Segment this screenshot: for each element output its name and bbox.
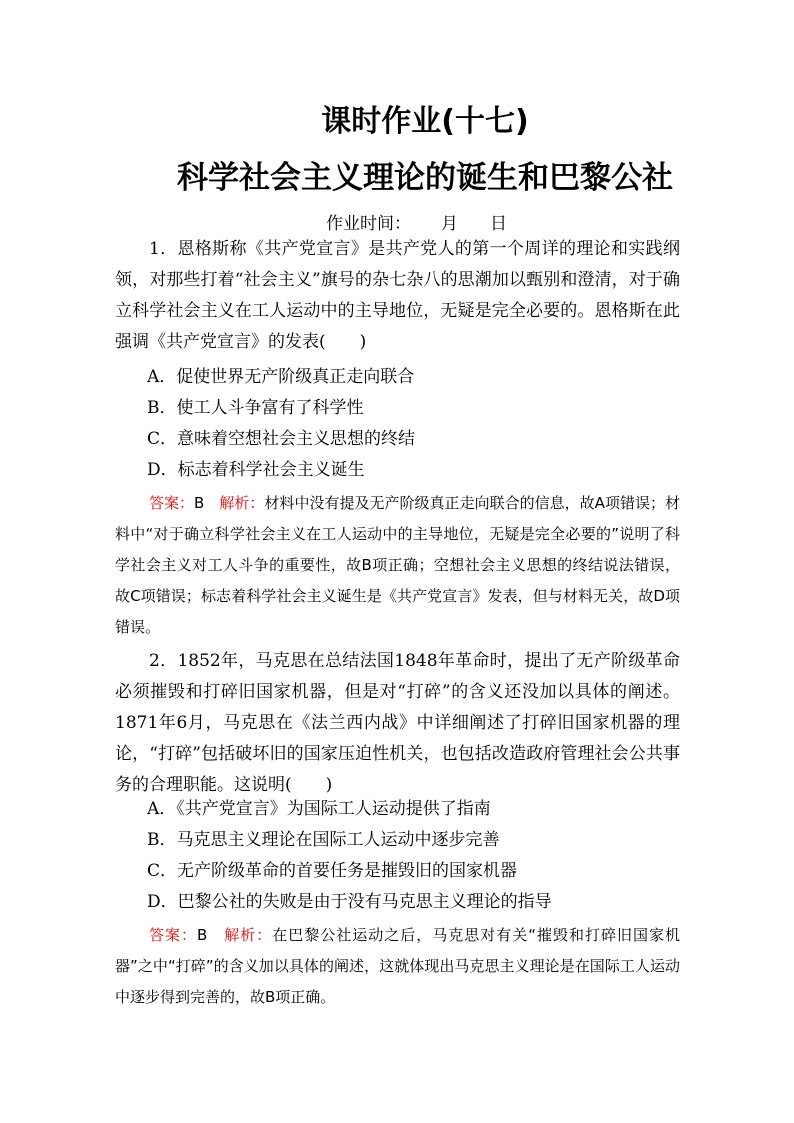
page-title: 课时作业(十七): [321, 104, 529, 139]
question-2-option-d: D．巴黎公社的失败是由于没有马克思主义理论的指导: [147, 892, 552, 912]
page-subtitle: 科学社会主义理论的诞生和巴黎公社: [177, 160, 673, 196]
question-2-stem: 2．1852年，马克思在总结法国1848年革命时，提出了无产阶级革命必须摧毁和打碎旧国家机器，但是对“打碎”的含义还没加以具体的阐述。1871年6月，马克思在《法兰西内战》中详细阐述了打碎旧国家机器的理论，“打碎”包括破坏旧的国家压迫性机关，也包括改造政府管理社会公共事务的合理职能。这说明( ): [115, 651, 680, 795]
analysis-label: 解析：: [219, 494, 265, 512]
question-2-option-a: A．《共产党宣言》为国际工人运动提供了指南: [147, 799, 491, 819]
answer-value: B: [197, 926, 225, 944]
answer-label: 答案：: [149, 926, 197, 944]
month-label: 月: [441, 214, 458, 234]
answer-label: 答案：: [149, 494, 195, 512]
time-label: 作业时间：: [326, 214, 411, 234]
question-1-option-b: B．使工人斗争富有了科学性: [147, 398, 364, 418]
question-1-option-a: A．促使世界无产阶级真正走向联合: [147, 367, 415, 387]
analysis-text: 材料中没有提及无产阶级真正走向联合的信息，故A项错误；材料中“对于确立科学社会主义在工人运动中的主导地位，无疑是完全必要的”说明了科学社会主义对工人斗争的重要性，故B项正确；空想社会主义思想的终结说法错误，故C项错误；标志着科学社会主义诞生是《共产党宣言》发表，但与材料无关，故D项错误。: [115, 494, 680, 636]
answer-value: B: [194, 494, 220, 512]
question-1-option-c: C．意味着空想社会主义思想的终结: [147, 429, 416, 449]
question-2-option-c: C．无产阶级革命的首要任务是摧毁旧的国家机器: [147, 861, 518, 881]
question-1-option-d: D．标志着科学社会主义诞生: [147, 460, 365, 480]
question-1-stem: 1．恩格斯称《共产党宣言》是共产党人的第一个周详的理论和实践纲领，对那些打着“社会主义”旗号的杂七杂八的思潮加以甄别和澄清，对于确立科学社会主义在工人运动中的主导地位，无疑是完全必要的。恩格斯在此强调《共产党宣言》的发表( ): [115, 239, 680, 352]
question-2-option-b: B．马克思主义理论在国际工人运动中逐步完善: [147, 830, 500, 850]
question-1-answer: [115, 488, 680, 643]
day-label: 日: [490, 214, 507, 234]
analysis-text: 在巴黎公社运动之后，马克思对有关“摧毁和打碎旧国家机器”之中“打碎”的含义加以具体的阐述，这就体现出马克思主义理论是在国际工人运动中逐步得到完善的，故B项正确。: [115, 926, 680, 1006]
homework-time-line: [326, 209, 507, 234]
question-2-answer: [115, 920, 680, 1013]
analysis-label: 解析：: [224, 926, 273, 944]
